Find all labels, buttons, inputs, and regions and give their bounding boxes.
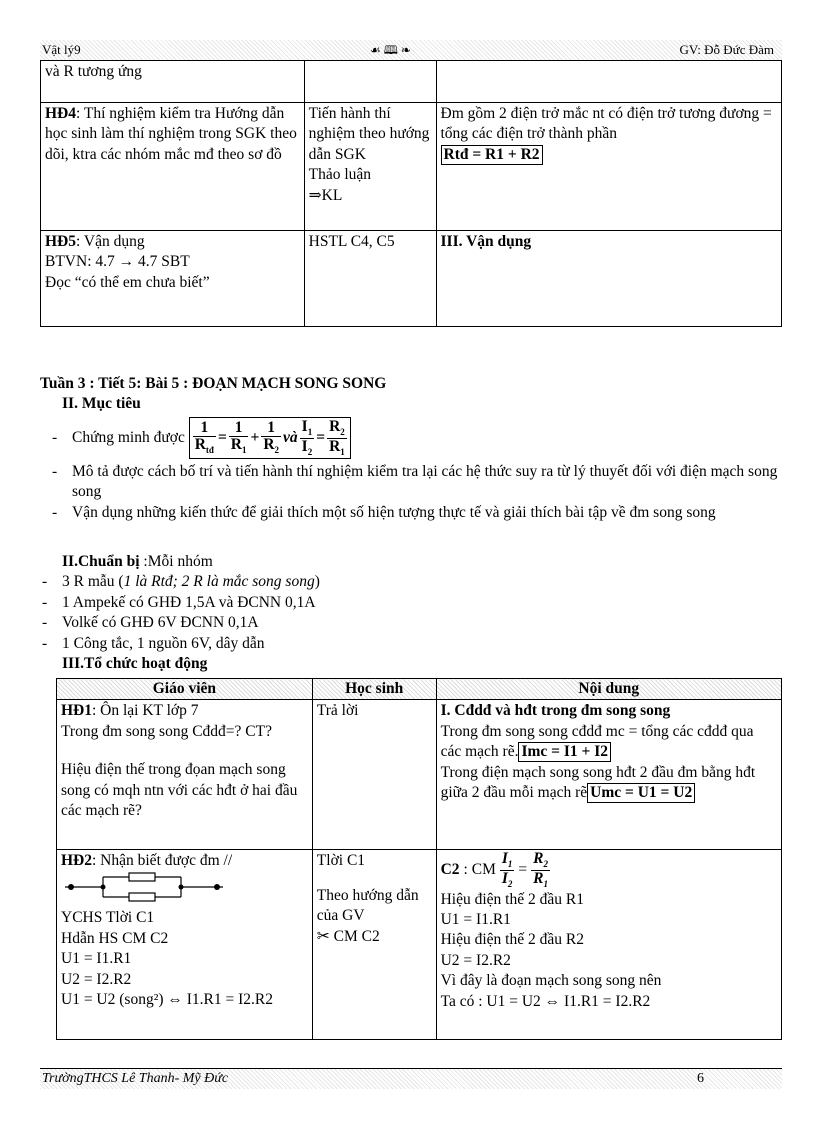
current-formula: Imc = I1 + I2 [518, 742, 611, 762]
cell-teacher: HĐ1: Ôn lại KT lớp 7 Trong đm song song Cđdđ=? CT? Hiệu điện thế trong đọan mạch song song có mqh ntn với các hđt ở hai đầu các mạch rẽ? [57, 700, 313, 850]
cell-teacher: HĐ2: Nhận biết được đm // YCHS Tlời C1 Hdẫn HS CM C2 U1 = I1.R1 U2 = I2.R2 U1 = U2 (song²) ⇔ I1.R1 = I2.R2 [57, 850, 313, 1040]
student-text: Thảo luận [308, 166, 372, 184]
ratio-formula: $\frac{I_1}{I_2}$ [501, 850, 513, 890]
voltage-formula: Umc = U1 = U2 [587, 783, 695, 803]
activity-text: : Vận dụng [76, 233, 145, 250]
cell-student [304, 61, 436, 103]
cell-content [436, 231, 782, 327]
series-resistance-formula: Rtđ = R1 + R2 [441, 145, 543, 165]
table-row [57, 700, 782, 850]
cell-content [436, 103, 782, 231]
list-item: - Mô tả được cách bố trí và tiến hành thí nghiệm kiểm tra lại các hệ thức suy ra từ lý thuyết đối với điện mạch song song [40, 462, 790, 503]
table-header-row [57, 679, 782, 700]
lesson-title-block [40, 374, 800, 415]
cell-student [304, 103, 436, 231]
cell-content [436, 61, 782, 103]
content-heading: I. Cđdđ và hđt trong đm song song [440, 702, 671, 720]
cell-teacher [41, 103, 305, 231]
objective-text: - Chứng minh được [72, 428, 185, 446]
preparation-block [40, 552, 800, 675]
header-ornament: ☙ 🕮 ❧ [370, 43, 411, 57]
list-item: - Vận dụng những kiến thức để giải thích một số hiện tượng thực tế và giải thích bài tập về đm song song [40, 503, 790, 523]
activity-label: HĐ5 [45, 233, 76, 250]
table-row [57, 850, 782, 1040]
reading-text: Đọc “có thể em chưa biết” [45, 273, 210, 291]
question-text: Trong đm song song Cđdđ=? CT? [61, 722, 272, 740]
cell-teacher: và R tương ứng [41, 61, 305, 103]
formula-and: và [283, 428, 298, 446]
cell-student: HSTL C4, C5 [304, 231, 436, 327]
header-content-col: Nội dung [436, 679, 781, 700]
content-heading: III. Vận dụng [440, 233, 532, 250]
activity-table-continued [40, 60, 782, 327]
parallel-formula: $\frac{1}{R_{tđ}}$ = $\frac{1}{R_1}$ + $\frac{1}{R_2}$ và $\frac{I_1}{I_2}$ = $\frac{R_2}{R_1}$ [189, 417, 351, 459]
lesson-title: Tuần 3 : Tiết 5: Bài 5 : ĐOẠN MẠCH SONG SONG [40, 375, 387, 392]
cell-student: Trả lời [312, 700, 436, 850]
table-row [41, 61, 782, 103]
list-item: - 3 R mẫu (1 là Rtđ; 2 R là mắc song song) [30, 572, 800, 592]
page-footer [40, 1068, 782, 1089]
objectives-heading: II. Mục tiêu [62, 395, 141, 413]
question-label: C2 [440, 861, 460, 879]
activity-table [56, 678, 782, 1040]
header-teacher: GV: Đỗ Đức Đàm [679, 42, 774, 57]
page-header [40, 40, 782, 61]
list-item: - 1 Công tắc, 1 nguồn 6V, dây dẫn [30, 634, 800, 654]
list-item [40, 414, 790, 462]
preparation-heading: II.Chuẩn bị [62, 553, 140, 570]
content-text: Đm gồm 2 điện trở mắc nt có điện trở tương đương = tổng các điện trở thành phần [440, 105, 772, 143]
footer-school: TrườngTHCS Lê Thanh- Mỹ Đức [42, 1071, 229, 1086]
list-item: - Volkế có GHĐ 6V ĐCNN 0,1A [30, 613, 800, 633]
activity-label: HĐ4 [45, 105, 76, 122]
objectives-list [40, 414, 790, 523]
homework-text: BTVN: 4.7 → 4.7 SBT [45, 253, 190, 271]
cell-content: C2 : CM $\frac{I_1}{I_2}$ = $\frac{R_2}{R_1}$ Hiệu điện thế 2 đầu R1 U1 = I1.R1 Hiệu điện thế 2 đầu R2 U2 = I2.R2 Vì đây là đoạn mạch song song nên Ta có : U1 = U2 ⇔ I1.R1 = I2.R2 [436, 850, 781, 1040]
activity-label: HĐ2 [61, 852, 92, 870]
activity-text: : Thí nghiệm kiểm tra Hướng dẫn học sinh làm thí nghiệm trong SGK theo dõi, ktra các nhóm mắc mđ theo sơ đồ [45, 105, 297, 163]
page-number: 6 [697, 1071, 704, 1086]
header-student-col: Học sinh [312, 679, 436, 700]
question-text: Hiệu điện thế trong đọan mạch song song có mqh ntn với các hđt ở hai đầu các mạch rẽ? [61, 761, 298, 820]
activity-label: HĐ1 [61, 702, 92, 720]
preparation-text: :Mỗi nhóm [139, 553, 213, 570]
activities-heading: III.Tổ chức hoạt động [62, 655, 208, 673]
student-text: Tiến hành thí nghiệm theo hướng dẫn SGK [308, 105, 430, 163]
table-row [41, 103, 782, 231]
equipment-note: 1 là Rtđ; 2 R là mắc song song [123, 573, 315, 591]
table-row [41, 231, 782, 327]
cell-student: Tlời C1 Theo hướng dẫn của GV ✂ CM C2 [312, 850, 436, 1040]
cell-content: I. Cđdđ và hđt trong đm song song Trong đm song song cđdđ mc = tổng các cđdđ qua các mạch rẽ. Imc = I1 + I2 Trong điện mạch song song hđt 2 đầu đm bằng hđt giữa 2 đầu mỗi mạch rẽ Umc = U1 = U2 [436, 700, 781, 850]
cell-teacher [41, 231, 305, 327]
student-text: ⇒KL [308, 186, 343, 204]
header-teacher-col: Giáo viên [57, 679, 313, 700]
header-subject: Vật lý9 [42, 42, 81, 57]
list-item: - 1 Ampekế có GHĐ 1,5A và ĐCNN 0,1A [30, 593, 800, 613]
parallel-circuit-diagram [61, 872, 231, 902]
